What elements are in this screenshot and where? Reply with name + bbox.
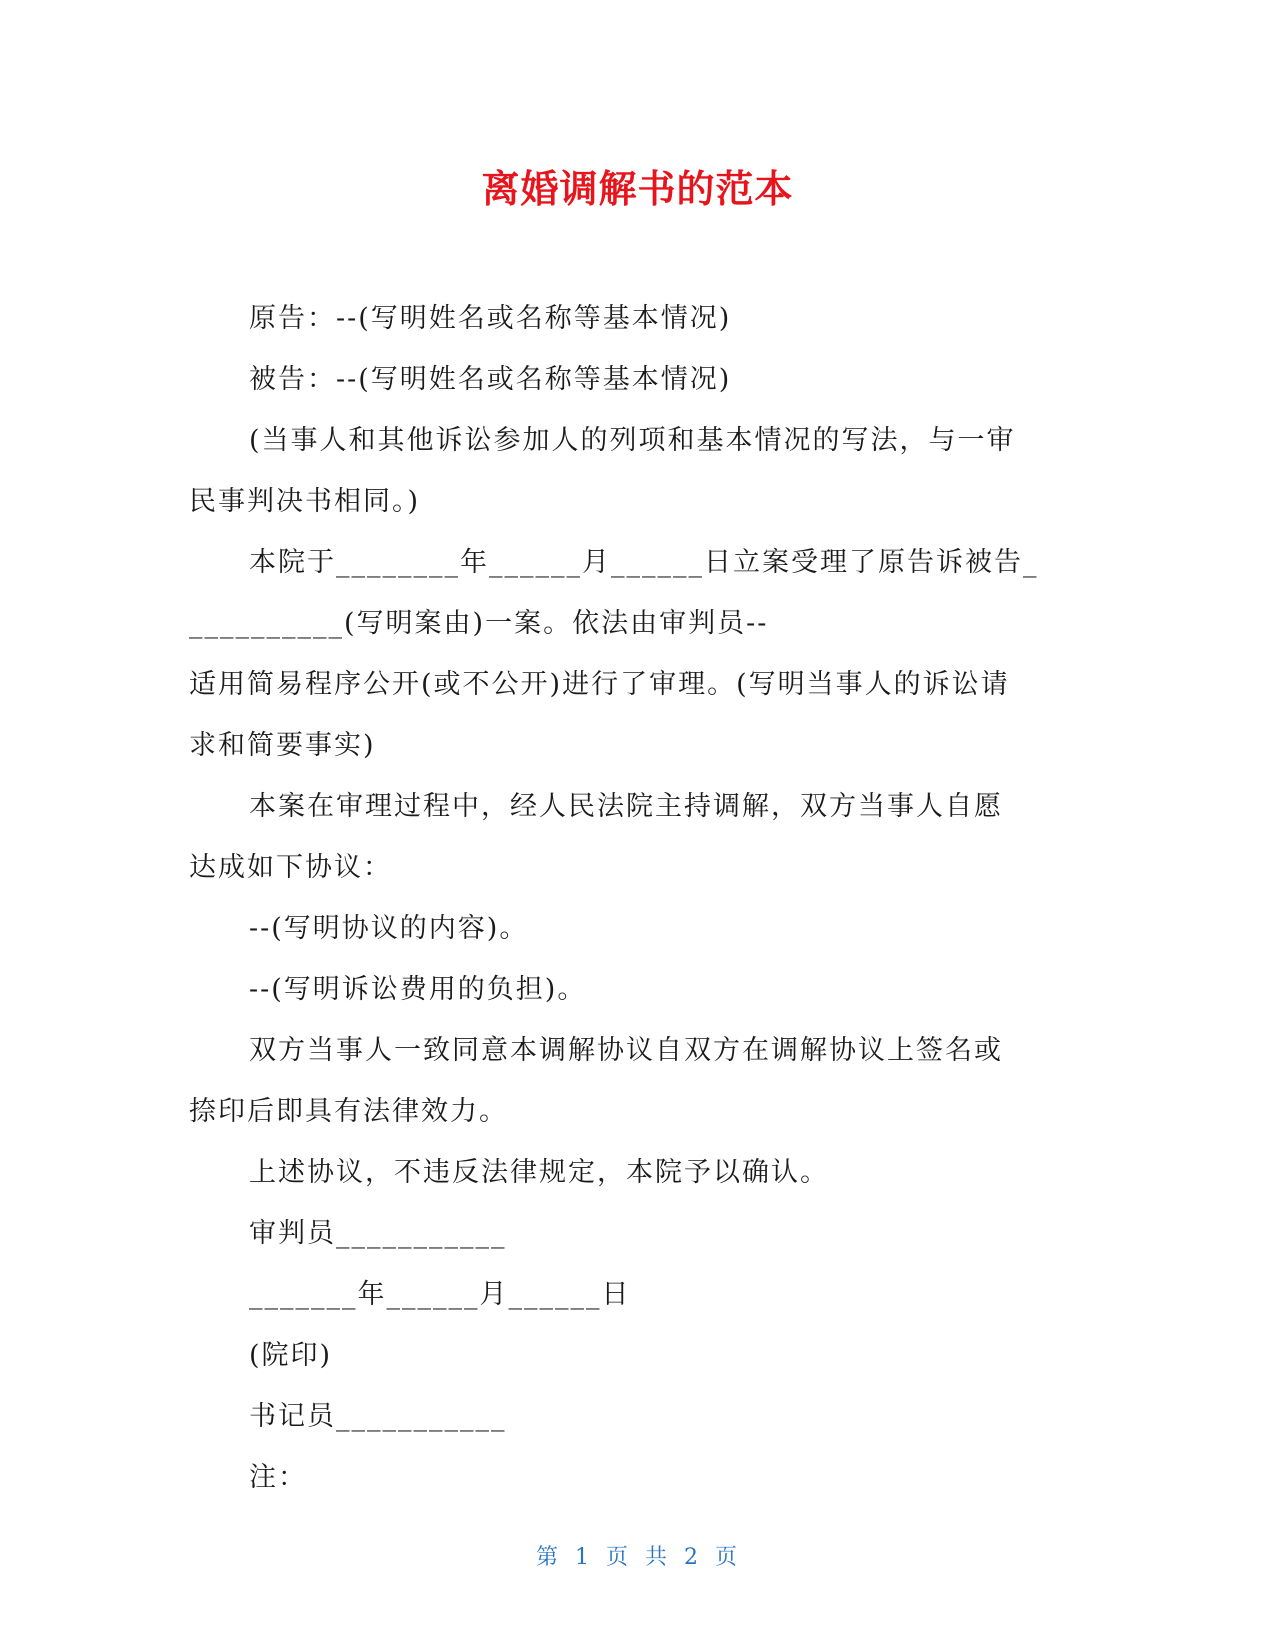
confirmation-line: 上述协议，不违反法律规定，本院予以确认。: [249, 1157, 829, 1188]
case-filing-line-3: 适用简易程序公开(或不公开)进行了审理。(写明当事人的诉讼请: [189, 669, 1010, 700]
plaintiff-line: 原告：--(写明姓名或名称等基本情况): [249, 303, 732, 334]
note-label: 注：: [249, 1462, 307, 1493]
litigation-cost-line: --(写明诉讼费用的负担)。: [249, 974, 587, 1005]
page-indicator: 第 1 页 共 2 页: [536, 1545, 739, 1570]
mediation-line-2: 达成如下协议：: [189, 852, 392, 883]
court-seal-line: (院印): [249, 1340, 333, 1371]
clerk-signature-line: 书记员___________: [249, 1401, 507, 1432]
effect-line-1: 双方当事人一致同意本调解协议自双方在调解协议上签名或: [249, 1035, 1003, 1066]
party-note-line-2: 民事判决书相同。): [189, 486, 421, 517]
judge-signature-line: 审判员___________: [249, 1218, 507, 1249]
party-note-line-1: (当事人和其他诉讼参加人的列项和基本情况的写法，与一审: [249, 425, 1016, 456]
effect-line-2: 捺印后即具有法律效力。: [189, 1096, 508, 1127]
mediation-line-1: 本案在审理过程中，经人民法院主持调解，双方当事人自愿: [249, 791, 1003, 822]
case-filing-line-1: 本院于________年______月______日立案受理了原告诉被告_: [249, 547, 1039, 578]
document-body: [189, 288, 1082, 1508]
document-title: 离婚调解书的范本: [481, 167, 794, 211]
defendant-line: 被告：--(写明姓名或名称等基本情况): [249, 364, 732, 395]
agreement-content-line: --(写明协议的内容)。: [249, 913, 529, 944]
case-filing-line-4: 求和简要事实): [189, 730, 376, 761]
date-line: _______年______月______日: [249, 1279, 631, 1310]
case-filing-line-2: __________(写明案由)一案。依法由审判员--: [189, 608, 769, 639]
